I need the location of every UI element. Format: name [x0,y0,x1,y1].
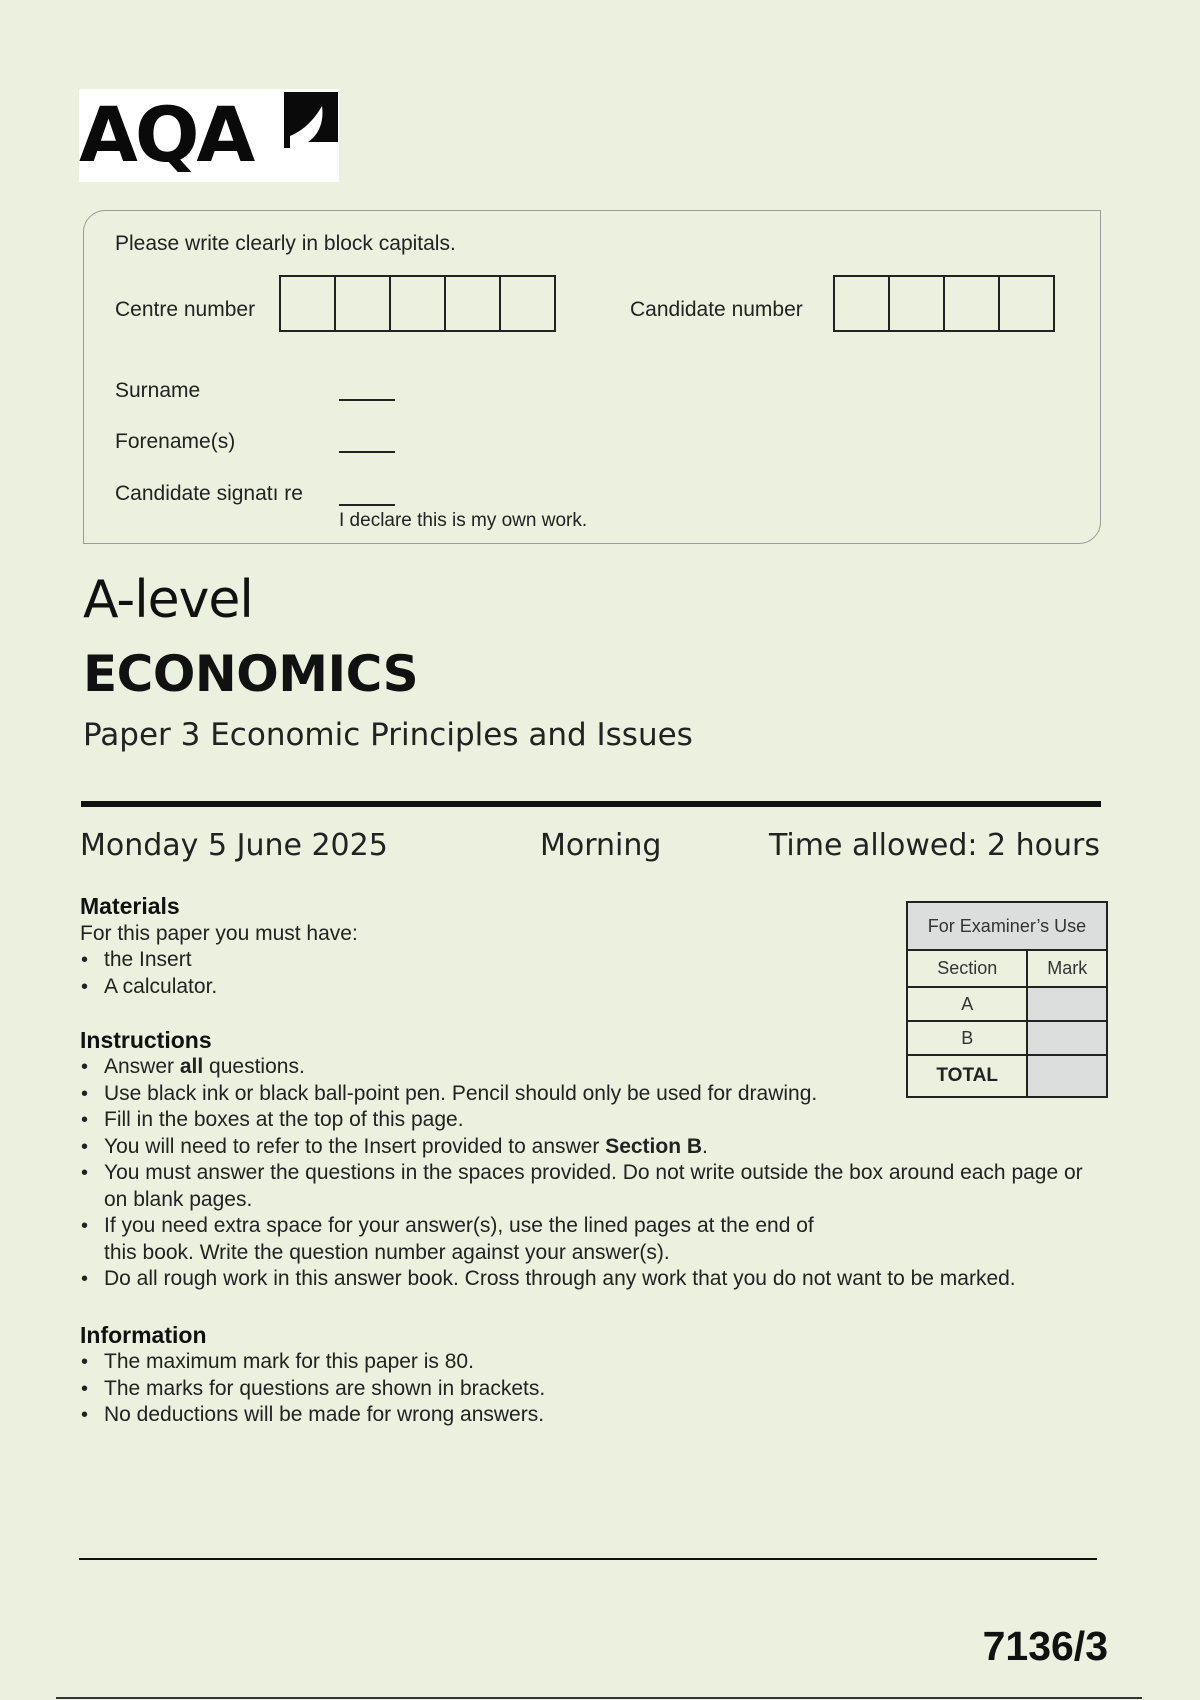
candidate-digit-box[interactable] [943,275,1000,332]
exam-date: Monday 5 June 2025 [80,828,388,863]
instruction-item: • You must answer the questions in the spaces provided. Do not write outside the box around each page or on blank pages. [80,1160,1090,1213]
title-divider [81,801,1101,807]
examiners-use-table [906,901,1108,1098]
information-section [80,1322,980,1429]
centre-digit-box[interactable] [444,275,501,332]
centre-number-boxes[interactable] [281,275,556,332]
instruction-item: • Fill in the boxes at the top of this page. [80,1107,1090,1134]
centre-digit-box[interactable] [279,275,336,332]
candidate-number-boxes[interactable] [835,275,1055,332]
section-b-mark-cell [1027,1021,1107,1055]
total-mark-cell [1027,1055,1107,1097]
paper-title: Paper 3 Economic Principles and Issues [83,717,693,753]
surname-label: Surname [115,379,201,402]
instruction-item: • You will need to refer to the Insert provided to answer Section B. [80,1134,1090,1161]
surname-field[interactable] [339,399,395,401]
instruction-item: • Do all rough work in this answer book. Cross through any work that you do not want to be marked. [80,1266,1090,1293]
centre-digit-box[interactable] [389,275,446,332]
materials-heading: Materials [80,893,180,919]
block-capitals-instruction: Please write clearly in block capitals. [115,232,456,255]
candidate-digit-box[interactable] [888,275,945,332]
materials-item: • the Insert [80,947,880,974]
materials-item: • A calculator. [80,974,880,1001]
subject-title: ECONOMICS [83,645,419,703]
mark-column-header: Mark [1027,950,1107,987]
page-bottom-rule [56,1697,1142,1699]
instructions-heading: Instructions [80,1027,212,1053]
section-column-header: Section [907,950,1027,987]
forename-label: Forename(s) [115,430,236,453]
exam-session: Morning [540,828,662,863]
signature-label: Candidate signatı re [115,482,303,505]
information-item: • The maximum mark for this paper is 80. [80,1349,980,1376]
signature-field[interactable] [339,504,395,506]
aqa-logo [79,89,339,182]
section-a-label: A [907,987,1027,1021]
logo-leaf-icon [284,90,338,148]
materials-intro: For this paper you must have: [80,922,358,945]
instruction-item: • If you need extra space for your answer(s), use the lined pages at the end of this book. Write the question number against your answer(s). [80,1213,1090,1266]
materials-section [80,893,880,1000]
instruction-item: • Use black ink or black ball-point pen. Pencil should only be used for drawing. [80,1081,1090,1108]
candidate-digit-box[interactable] [833,275,890,332]
information-item: • No deductions will be made for wrong answers. [80,1402,980,1429]
time-allowed: Time allowed: 2 hours [768,828,1100,863]
centre-digit-box[interactable] [334,275,391,332]
total-label: TOTAL [907,1055,1027,1097]
qualification-level: A-level [83,570,253,630]
information-item: • The marks for questions are shown in brackets. [80,1376,980,1403]
footer-divider [79,1558,1097,1560]
information-heading: Information [80,1322,207,1348]
centre-digit-box[interactable] [499,275,556,332]
centre-number-label: Centre number [115,298,256,321]
declaration-text: I declare this is my own work. [339,510,588,531]
section-b-label: B [907,1021,1027,1055]
instruction-item: • Answer all questions. [80,1054,1090,1081]
examiner-table-title: For Examiner’s Use [907,902,1107,950]
candidate-digit-box[interactable] [998,275,1055,332]
paper-code: 7136/3 [982,1623,1108,1669]
forename-field[interactable] [339,451,395,453]
candidate-number-label: Candidate number [630,298,803,321]
logo-text: AQA [79,90,253,179]
section-a-mark-cell [1027,987,1107,1021]
